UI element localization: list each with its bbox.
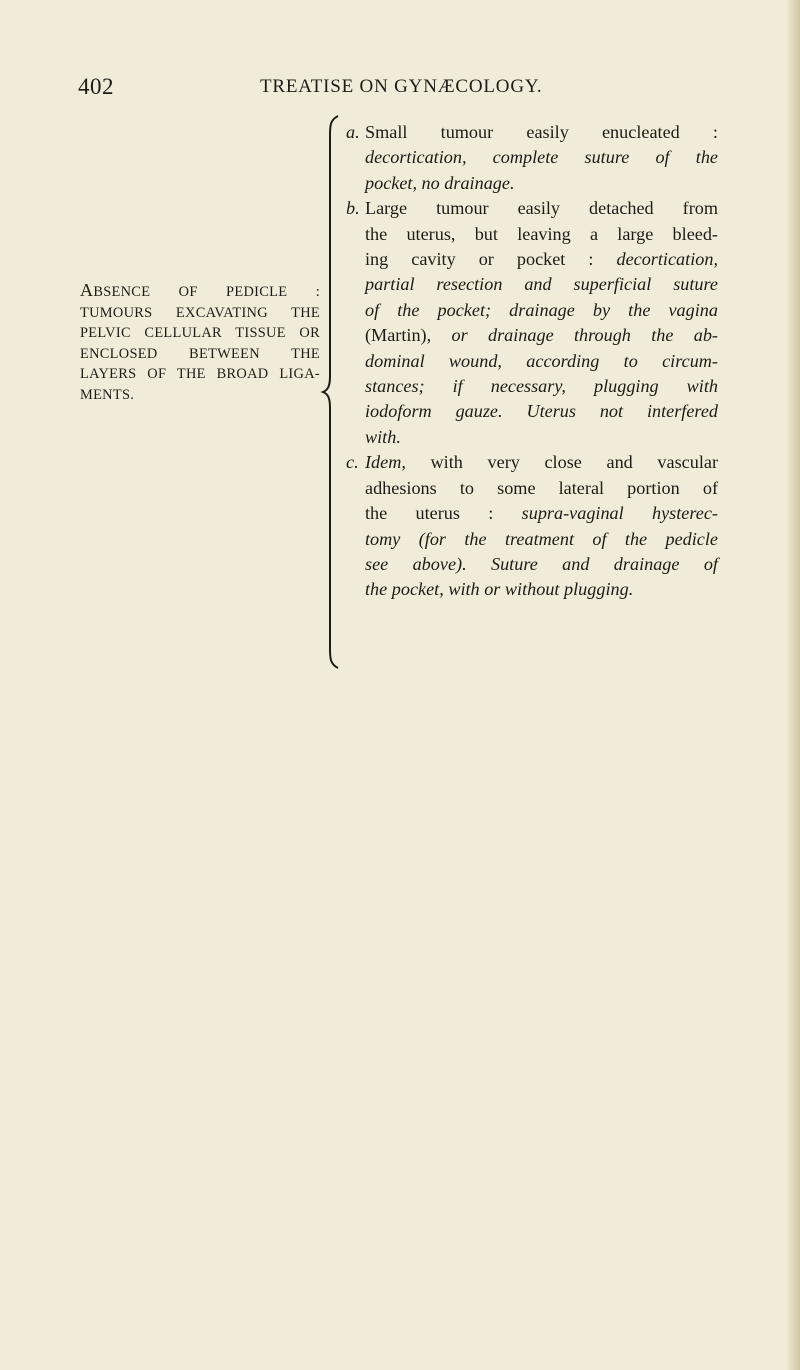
sidenote-line-5: LAYERS OF THE BROAD LIGA-	[80, 366, 320, 383]
text-line	[365, 120, 718, 145]
text-line	[365, 222, 718, 247]
italic-text: decortication, complete suture of the	[365, 147, 718, 168]
text-line	[365, 425, 718, 450]
sidenote-line-6: MENTS.	[80, 386, 135, 403]
roman-text: the uterus, but leaving a large bleed-	[365, 223, 718, 244]
italic-text: the pocket, with or without plugging.	[365, 579, 634, 600]
roman-text: ing cavity or pocket :	[365, 249, 617, 270]
text-line	[365, 323, 718, 348]
italic-text: tomy (for the treatment of the pedicle	[365, 528, 718, 549]
italic-text: decortication,	[616, 249, 718, 270]
roman-text: with very close and vascular	[405, 452, 718, 473]
list-item	[346, 450, 718, 602]
italic-text: Idem,	[365, 452, 406, 473]
text-line	[365, 374, 718, 399]
text-line	[365, 501, 718, 526]
list-marker: b.	[346, 198, 360, 219]
sidenote	[80, 280, 320, 406]
sidenote-initial: A	[80, 280, 94, 300]
italic-text: iodoform gauze. Uterus not interfered	[365, 401, 718, 422]
sidenote-line-1	[80, 280, 320, 303]
italic-text: supra-vaginal hysterec-	[521, 503, 718, 524]
text-line	[365, 196, 718, 221]
page-edge	[786, 0, 800, 1370]
text-line	[365, 349, 718, 374]
sidenote-rest: BSENCE OF PEDICLE :	[93, 284, 320, 300]
roman-text: adhesions to some lateral portion of	[365, 477, 718, 498]
text-line	[365, 552, 718, 577]
page-number: 402	[78, 74, 114, 99]
list-marker: a.	[346, 122, 360, 142]
text-line	[365, 298, 718, 323]
italic-text: of the pocket; drainage by the vagina	[365, 299, 718, 320]
sidenote-line-3: PELVIC CELLULAR TISSUE OR	[80, 325, 320, 342]
italic-text: see above). Suture and drainage of	[365, 553, 718, 574]
text-line	[365, 577, 718, 602]
text-line	[365, 145, 718, 170]
treatment-list	[346, 120, 718, 603]
italic-text: dominal wound, according to circum-	[365, 350, 718, 371]
running-head: TREATISE ON GYNÆCOLOGY.	[260, 76, 543, 97]
roman-text: (Martin),	[365, 325, 452, 346]
list-item	[346, 196, 718, 450]
sidenote-line-2: TUMOURS EXCAVATING THE	[80, 304, 320, 321]
italic-text: pocket, no drainage.	[365, 172, 515, 193]
roman-text: Small tumour easily enucleated :	[365, 122, 718, 142]
roman-text: Large tumour easily detached from	[365, 198, 718, 219]
text-line	[365, 171, 718, 196]
list-marker: c.	[346, 452, 359, 473]
italic-text: with.	[365, 426, 401, 447]
curly-brace	[320, 114, 346, 670]
sidenote-line-4: ENCLOSED BETWEEN THE	[80, 345, 320, 362]
page-header	[78, 74, 718, 104]
text-line	[365, 247, 718, 272]
italic-text: partial resection and superficial suture	[365, 274, 718, 295]
text-line	[365, 272, 718, 297]
list-item	[346, 120, 718, 196]
text-line	[365, 450, 718, 475]
text-line	[365, 399, 718, 424]
roman-text: the uterus :	[365, 503, 522, 524]
text-line	[365, 527, 718, 552]
text-line	[365, 476, 718, 501]
italic-text: or drainage through the ab-	[451, 325, 718, 346]
italic-text: stances; if necessary, plugging with	[365, 376, 718, 397]
